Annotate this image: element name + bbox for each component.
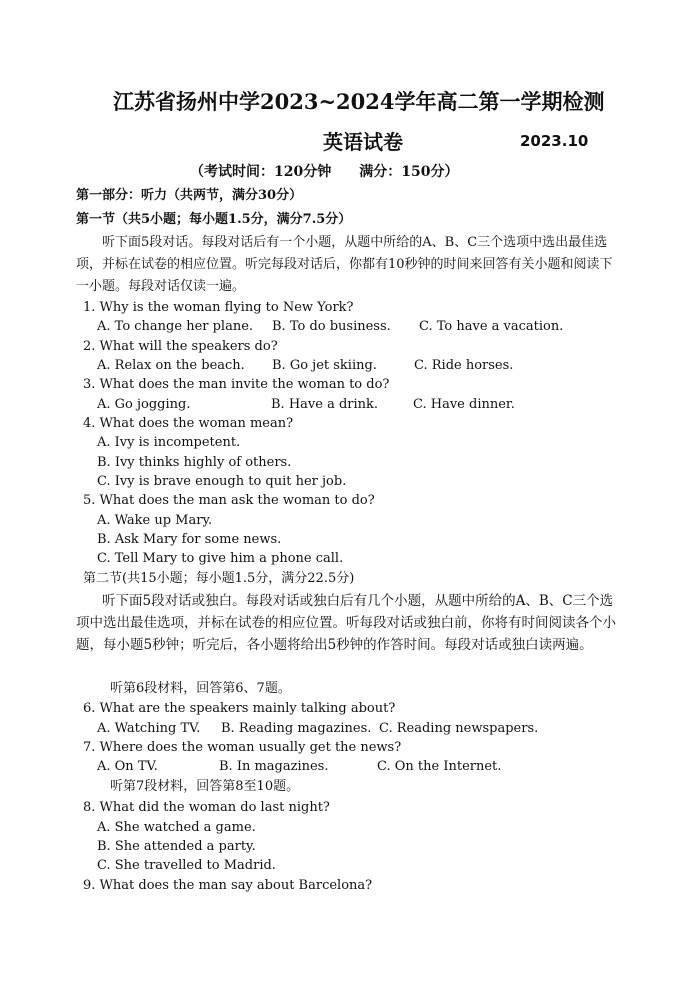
q1-option-c: C. To have a vacation.: [419, 319, 564, 334]
question-8: 8. What did the woman do last night?: [83, 800, 330, 815]
q4-option-b: B. Ivy thinks highly of others.: [97, 455, 292, 470]
question-6: 6. What are the speakers mainly talking about?: [83, 701, 396, 716]
question-1: 1. Why is the woman flying to New York?: [83, 300, 354, 315]
q7-option-b: B. In magazines.: [219, 759, 329, 774]
question-9: 9. What does the man say about Barcelona?: [83, 878, 373, 893]
section1-instructions: 听下面5段对话。每段对话后有一个小题，从题中所给的A、B、C三个选项中选出最佳选项，并标在试卷的相应位置。听完每段对话后，你都有10秒钟的时间来回答有关小题和阅读下一小题。每段对话仅读一遍。: [76, 235, 613, 294]
question-7: 7. Where does the woman usually get the news?: [83, 740, 402, 755]
exam-date: 2023.10: [520, 132, 589, 150]
section1-heading: 第一节（共5小题；每小题1.5分，满分7.5分）: [76, 212, 352, 227]
q1-option-a: A. To change her plane.: [97, 319, 254, 334]
q3-option-c: C. Have dinner.: [413, 397, 515, 412]
q8-option-c: C. She travelled to Madrid.: [97, 858, 276, 873]
q8-option-a: A. She watched a game.: [97, 820, 256, 835]
section2-instructions: 听下面5段对话或独白。每段对话或独白后有几个小题，从题中所给的A、B、C三个选项中选出最佳选项，并标在试卷的相应位置。听每段对话或独白前，你将有时间阅读各个小题，每小题5秒钟；听完后，各小题将给出5秒钟的作答时间。每段对话或独白读两遍。: [76, 593, 616, 653]
q7-option-a: A. On TV.: [97, 759, 158, 774]
q4-option-c: C. Ivy is brave enough to quit her job.: [97, 474, 347, 489]
q5-option-a: A. Wake up Mary.: [97, 513, 213, 528]
material-6-note: 听第6段材料，回答第6、7题。: [110, 681, 291, 696]
section2-heading: 第二节(共15小题；每小题1.5分，满分22.5分): [83, 571, 355, 586]
exam-title: 江苏省扬州中学2023~2024学年高二第一学期检测: [113, 89, 605, 114]
q8-option-b: B. She attended a party.: [97, 839, 256, 854]
exam-subtitle: 英语试卷: [323, 130, 403, 154]
material-7-note: 听第7段材料，回答第8至10题。: [110, 779, 300, 794]
q6-option-a: A. Watching TV.: [97, 721, 201, 736]
question-4: 4. What does the woman mean?: [83, 416, 294, 431]
part1-heading: 第一部分：听力（共两节，满分30分）: [76, 188, 303, 203]
q7-option-c: C. On the Internet.: [377, 759, 502, 774]
q5-option-c: C. Tell Mary to give him a phone call.: [97, 551, 344, 566]
q3-option-b: B. Have a drink.: [271, 397, 379, 412]
question-2: 2. What will the speakers do?: [83, 339, 278, 354]
q3-option-a: A. Go jogging.: [97, 397, 191, 412]
q2-option-a: A. Relax on the beach.: [97, 358, 245, 373]
q4-option-a: A. Ivy is incompetent.: [97, 435, 241, 450]
q1-option-b: B. To do business.: [272, 319, 391, 334]
q5-option-b: B. Ask Mary for some news.: [97, 532, 282, 547]
q6-option-c: C. Reading newspapers.: [379, 721, 539, 736]
q2-option-b: B. Go jet skiing.: [272, 358, 377, 373]
question-3: 3. What does the man invite the woman to do?: [83, 377, 390, 392]
q6-option-b: B. Reading magazines.: [221, 721, 372, 736]
q2-option-c: C. Ride horses.: [414, 358, 514, 373]
exam-info: （考试时间：120分钟 满分：150分）: [190, 164, 459, 180]
question-5: 5. What does the man ask the woman to do?: [83, 493, 375, 508]
